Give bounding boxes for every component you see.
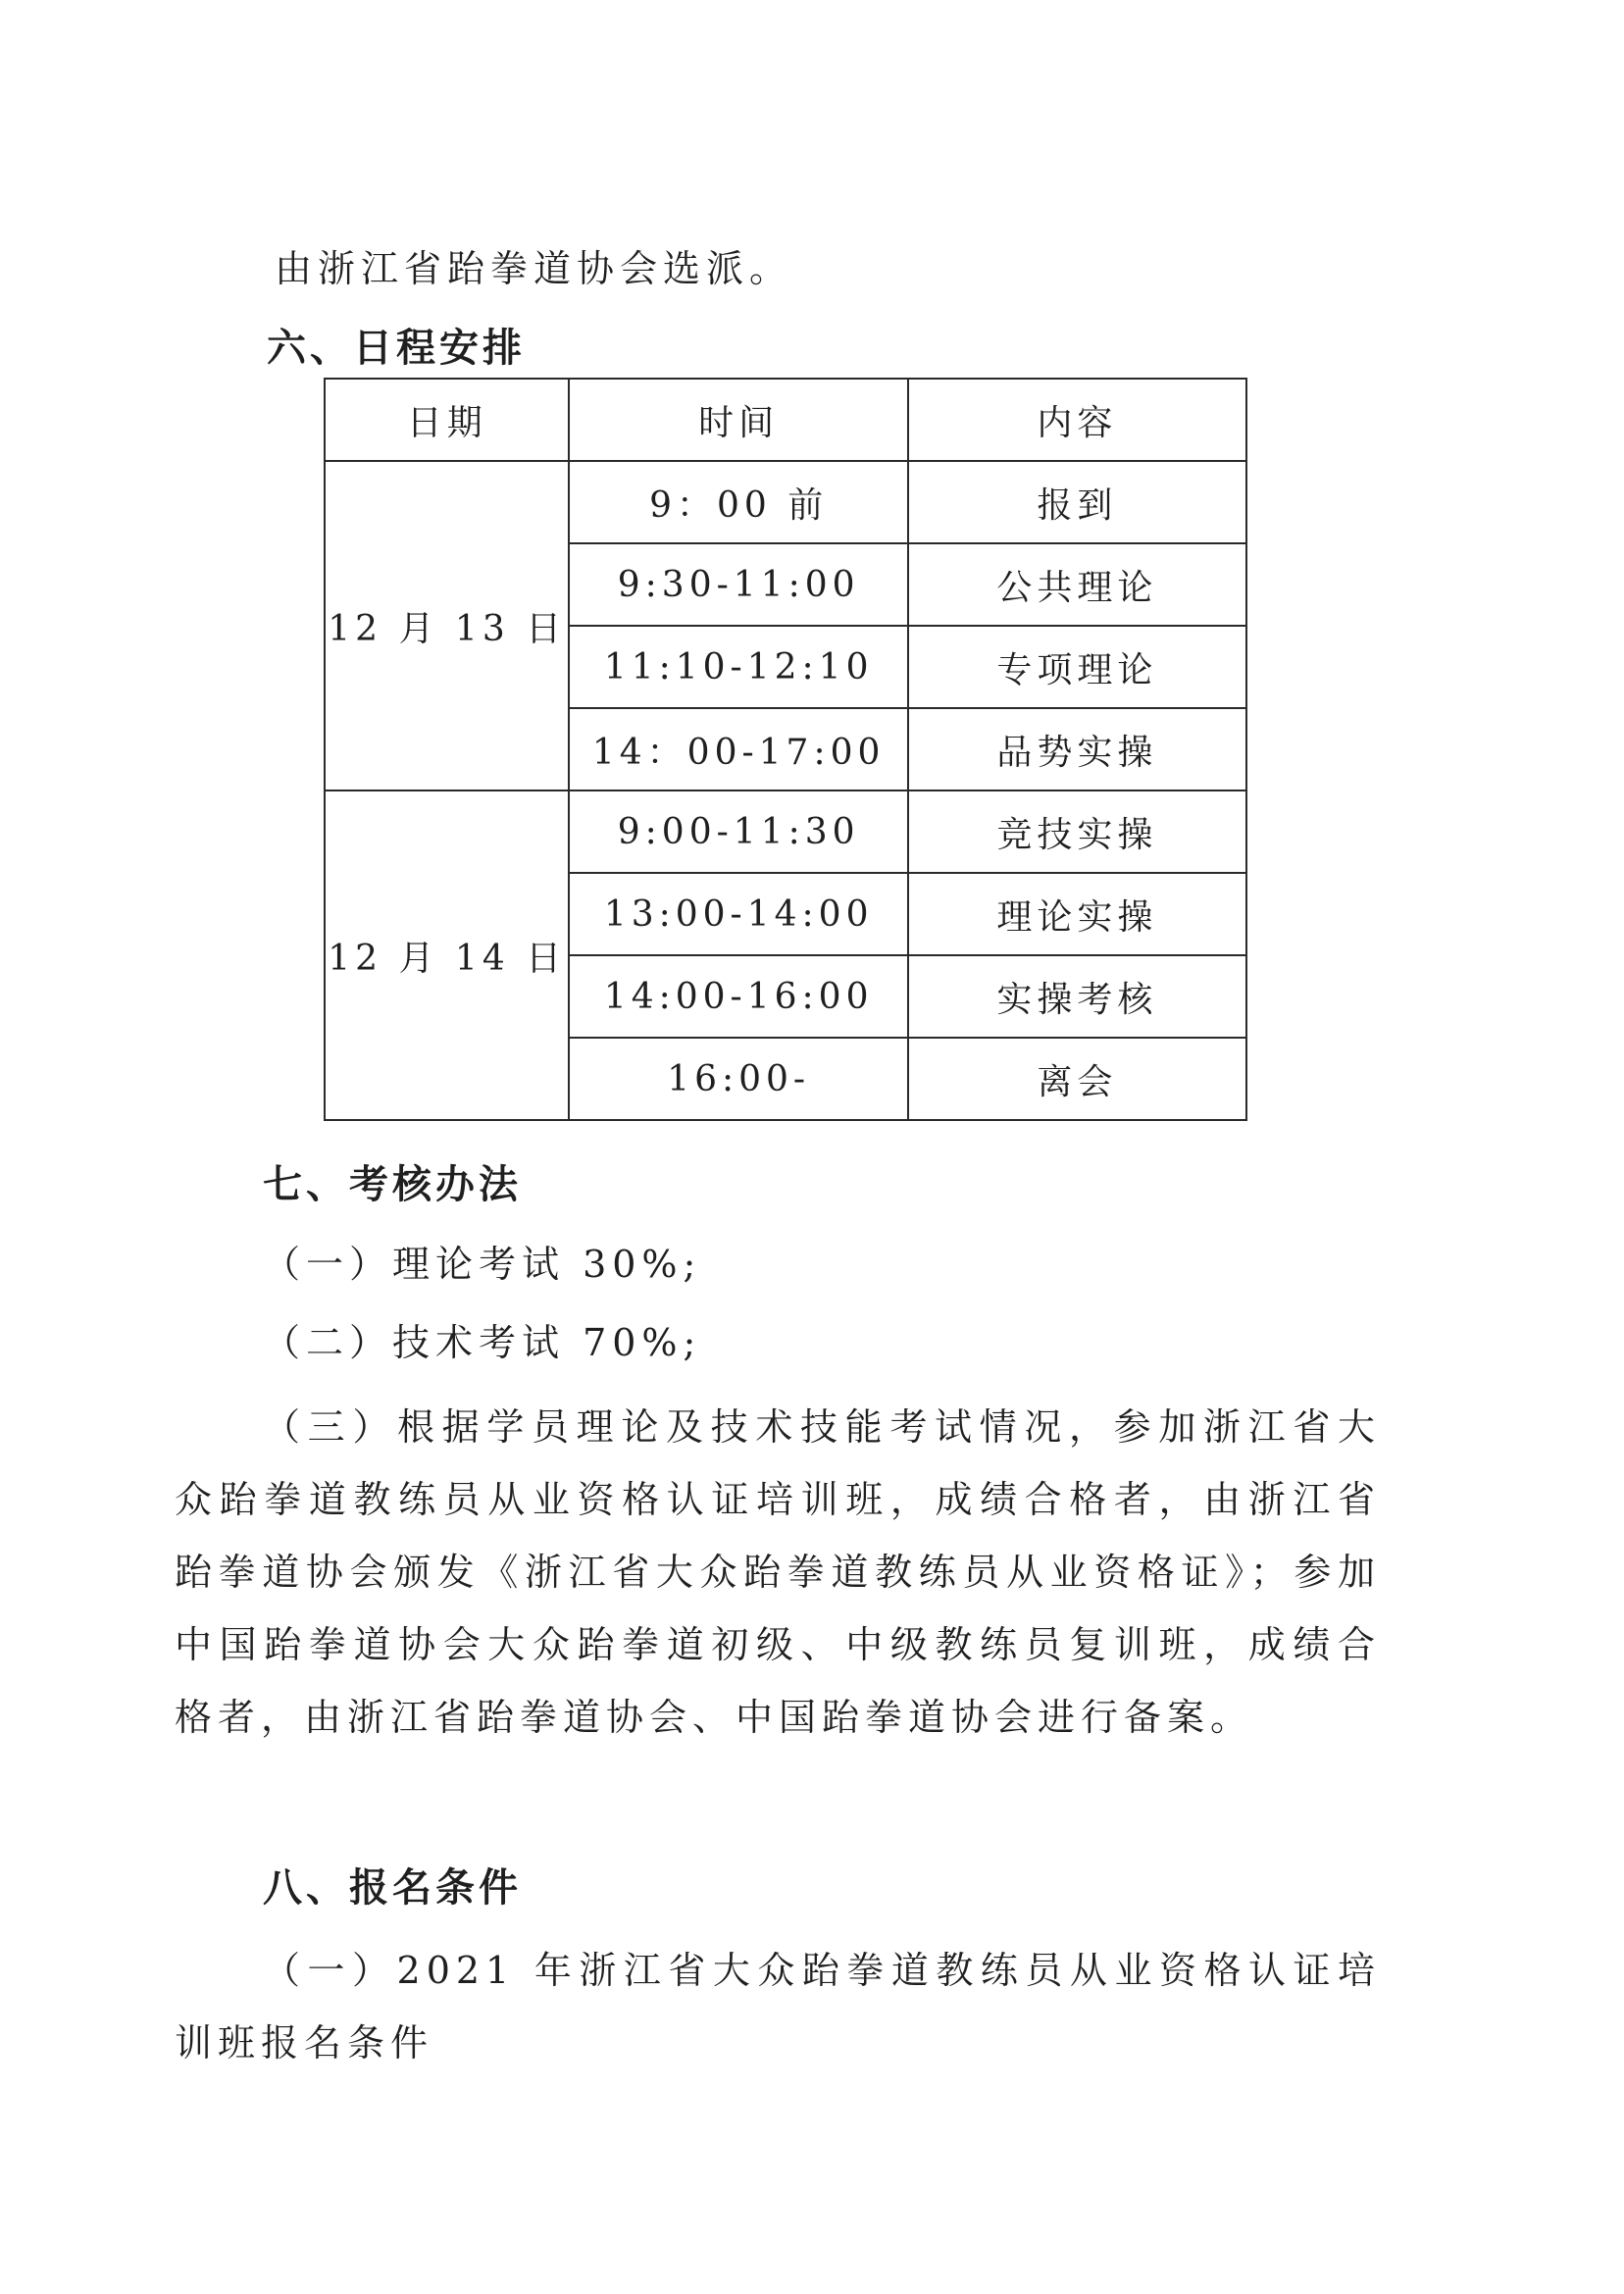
content-cell: 品势实操 [908,708,1246,790]
time-cell: 11:10-12:10 [569,626,907,708]
time-cell: 14:00-16:00 [569,955,907,1038]
header-date: 日期 [325,379,569,461]
table-header-row [325,379,1246,461]
content-cell: 离会 [908,1038,1246,1120]
section-6-title: 六、日程安排 [267,326,526,371]
date-cell: 12 月 14 日 [325,790,569,1120]
content-cell: 专项理论 [908,626,1246,708]
section-7-item-2: （二）技术考试 70%; [263,1321,702,1364]
section-8-paragraph: （一）2021 年浙江省大众跆拳道教练员从业资格认证培训班报名条件 [175,1949,1381,2065]
section-8-title: 八、报名条件 [263,1865,522,1911]
content-cell: 竞技实操 [908,790,1246,873]
schedule-table [324,378,1247,1121]
time-cell: 13:00-14:00 [569,873,907,955]
section-7-item-1: （一）理论考试 30%; [263,1243,702,1286]
time-cell: 9：00 前 [569,461,907,543]
content-cell: 公共理论 [908,543,1246,626]
header-content: 内容 [908,379,1246,461]
table-row [325,790,1246,873]
section-7-title: 七、考核办法 [263,1162,522,1207]
time-cell: 14：00-17:00 [569,708,907,790]
time-cell: 9:30-11:00 [569,543,907,626]
header-time: 时间 [569,379,907,461]
time-cell: 16:00- [569,1038,907,1120]
content-cell: 理论实操 [908,873,1246,955]
content-cell: 实操考核 [908,955,1246,1038]
intro-line: 由浙江省跆拳道协会选派。 [275,247,793,290]
section-7-paragraph: （三）根据学员理论及技术技能考试情况，参加浙江省大众跆拳道教练员从业资格认证培训班，成绩合格者，由浙江省跆拳道协会颁发《浙江省大众跆拳道教练员从业资格证》；参加中国跆拳道协会大众跆拳道初级、中级教练员复训班，成绩合格者，由浙江省跆拳道协会、中国跆拳道协会进行备案。 [175,1405,1381,1739]
table-row [325,461,1246,543]
content-cell: 报到 [908,461,1246,543]
time-cell: 9:00-11:30 [569,790,907,873]
date-cell: 12 月 13 日 [325,461,569,790]
